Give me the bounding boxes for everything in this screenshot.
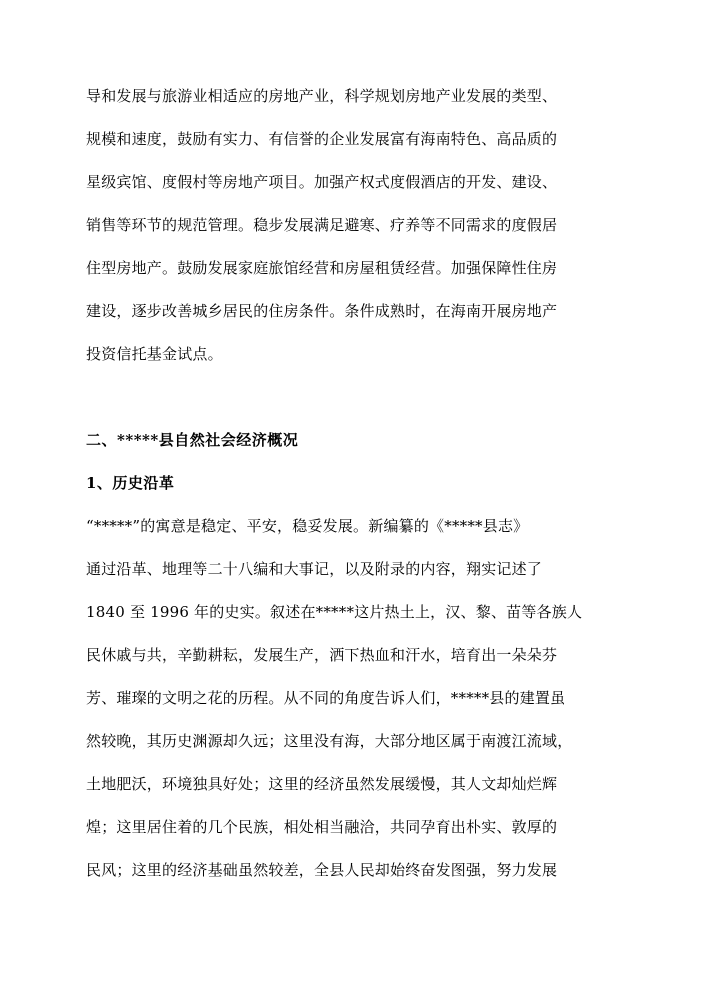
paragraph-line: 民休戚与共，辛勤耕耘，发展生产，洒下热血和汗水，培育出一朵朵芬 [86, 646, 558, 664]
paragraph-line: 导和发展与旅游业相适应的房地产业，科学规划房地产业发展的类型、 [86, 87, 558, 105]
paragraph-line: 销售等环节的规范管理。稳步发展满足避寒、疗养等不同需求的度假居 [86, 216, 558, 234]
paragraph-line: 通过沿革、地理等二十八编和大事记，以及附录的内容，翔实记述了 [86, 560, 543, 578]
paragraph-line: “*****”的寓意是稳定、平安，稳妥发展。新编纂的《*****县志》 [86, 517, 529, 535]
paragraph-line: 投资信托基金试点。 [86, 345, 223, 363]
paragraph-line: 民风；这里的经济基础虽然较差，全县人民却始终奋发图强，努力发展 [86, 861, 558, 879]
paragraph-line: 星级宾馆、度假村等房地产项目。加强产权式度假酒店的开发、建设、 [86, 173, 558, 191]
subsection-heading: 1、历史沿革 [86, 474, 175, 492]
section-heading: 二、*****县自然社会经济概况 [86, 431, 299, 449]
paragraph-line: 建设，逐步改善城乡居民的住房条件。条件成熟时，在海南开展房地产 [86, 302, 558, 320]
paragraph-line: 住型房地产。鼓励发展家庭旅馆经营和房屋租赁经营。加强保障性住房 [86, 259, 558, 277]
paragraph-line: 煌；这里居住着的几个民族，相处相当融洽，共同孕育出朴实、敦厚的 [86, 818, 558, 836]
paragraph-line: 然较晚，其历史渊源却久远；这里没有海，大部分地区属于南渡江流域， [86, 732, 573, 750]
paragraph-line: 芳、璀璨的文明之花的历程。从不同的角度告诉人们，*****县的建置虽 [86, 689, 566, 707]
paragraph-line: 土地肥沃，环境独具好处；这里的经济虽然发展缓慢，其人文却灿烂辉 [86, 775, 558, 793]
paragraph-line: 1840 至 1996 年的史实。叙述在*****这片热土上，汉、黎、苗等各族人 [86, 603, 583, 621]
paragraph-line: 规模和速度，鼓励有实力、有信誉的企业发展富有海南特色、高品质的 [86, 130, 558, 148]
